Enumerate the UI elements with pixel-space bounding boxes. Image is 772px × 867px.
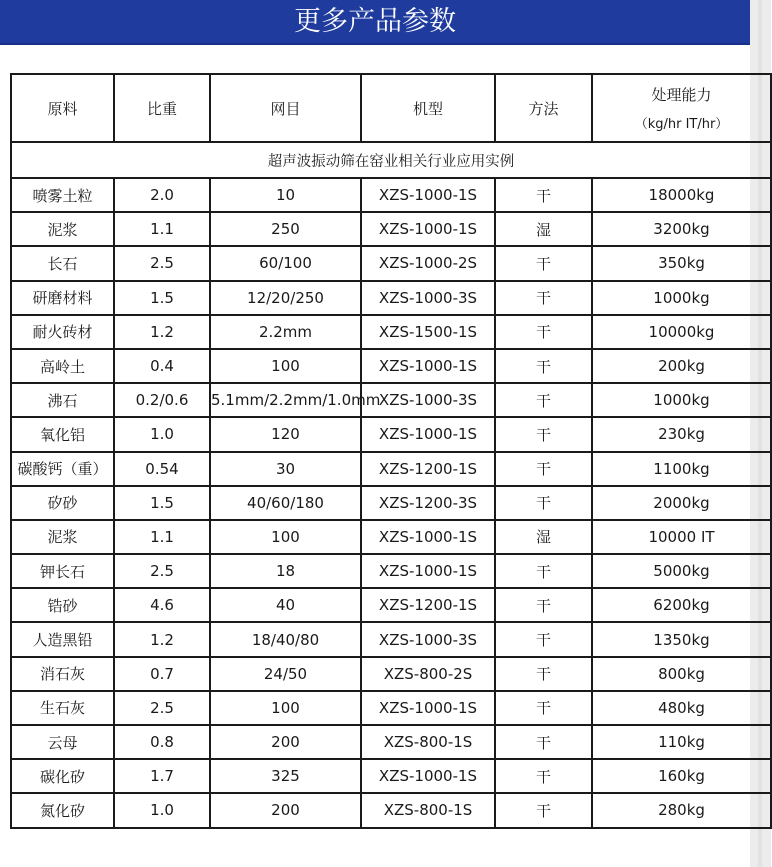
cell-model: XZS-1000-1S bbox=[361, 691, 495, 725]
table-header-row bbox=[11, 74, 771, 142]
cell-model: XZS-1000-3S bbox=[361, 622, 495, 656]
cell-material: 锆砂 bbox=[11, 588, 114, 622]
cell-material: 碳化矽 bbox=[11, 759, 114, 793]
cell-model: XZS-800-1S bbox=[361, 793, 495, 827]
cell-mesh: 30 bbox=[210, 452, 361, 486]
cell-mesh: 18 bbox=[210, 554, 361, 588]
header-method: 方法 bbox=[495, 74, 592, 142]
table-row bbox=[11, 246, 771, 280]
table-row bbox=[11, 349, 771, 383]
cell-material: 生石灰 bbox=[11, 691, 114, 725]
cell-material: 矽砂 bbox=[11, 486, 114, 520]
cell-method: 湿 bbox=[495, 520, 592, 554]
cell-model: XZS-1000-1S bbox=[361, 759, 495, 793]
cell-method: 干 bbox=[495, 452, 592, 486]
cell-material: 喷雾土粒 bbox=[11, 178, 114, 212]
cell-capacity: 480kg bbox=[592, 691, 771, 725]
table-row bbox=[11, 657, 771, 691]
cell-material: 钾长石 bbox=[11, 554, 114, 588]
cell-density: 0.7 bbox=[114, 657, 210, 691]
section-banner bbox=[0, 0, 750, 45]
cell-method: 干 bbox=[495, 554, 592, 588]
cell-capacity: 110kg bbox=[592, 725, 771, 759]
header-capacity-unit: （kg/hr IT/hr） bbox=[634, 117, 729, 132]
cell-density: 2.5 bbox=[114, 691, 210, 725]
cell-mesh: 100 bbox=[210, 691, 361, 725]
cell-model: XZS-800-2S bbox=[361, 657, 495, 691]
cell-method: 干 bbox=[495, 178, 592, 212]
cell-density: 1.2 bbox=[114, 315, 210, 349]
cell-material: 研磨材料 bbox=[11, 281, 114, 315]
cell-model: XZS-1000-1S bbox=[361, 554, 495, 588]
table-row bbox=[11, 793, 771, 827]
cell-material: 沸石 bbox=[11, 383, 114, 417]
cell-density: 2.5 bbox=[114, 554, 210, 588]
table-row bbox=[11, 725, 771, 759]
header-density: 比重 bbox=[114, 74, 210, 142]
cell-capacity: 10000 IT bbox=[592, 520, 771, 554]
header-capacity-label: 处理能力 bbox=[651, 86, 712, 104]
cell-capacity: 350kg bbox=[592, 246, 771, 280]
table-row bbox=[11, 417, 771, 451]
cell-capacity: 2000kg bbox=[592, 486, 771, 520]
cell-mesh: 325 bbox=[210, 759, 361, 793]
cell-material: 长石 bbox=[11, 246, 114, 280]
cell-mesh: 200 bbox=[210, 793, 361, 827]
table-row bbox=[11, 622, 771, 656]
cell-mesh: 100 bbox=[210, 520, 361, 554]
cell-mesh: 40 bbox=[210, 588, 361, 622]
cell-model: XZS-800-1S bbox=[361, 725, 495, 759]
cell-mesh: 2.2mm bbox=[210, 315, 361, 349]
cell-capacity: 230kg bbox=[592, 417, 771, 451]
cell-capacity: 6200kg bbox=[592, 588, 771, 622]
cell-capacity: 1000kg bbox=[592, 281, 771, 315]
cell-method: 干 bbox=[495, 622, 592, 656]
cell-density: 1.0 bbox=[114, 793, 210, 827]
table-row bbox=[11, 315, 771, 349]
cell-method: 干 bbox=[495, 486, 592, 520]
cell-density: 1.5 bbox=[114, 281, 210, 315]
cell-model: XZS-1500-1S bbox=[361, 315, 495, 349]
cell-density: 0.4 bbox=[114, 349, 210, 383]
cell-material: 氮化矽 bbox=[11, 793, 114, 827]
cell-model: XZS-1000-1S bbox=[361, 417, 495, 451]
cell-density: 2.5 bbox=[114, 246, 210, 280]
cell-capacity: 5000kg bbox=[592, 554, 771, 588]
table-row bbox=[11, 486, 771, 520]
cell-capacity: 200kg bbox=[592, 349, 771, 383]
table-row bbox=[11, 554, 771, 588]
cell-method: 干 bbox=[495, 315, 592, 349]
cell-mesh: 200 bbox=[210, 725, 361, 759]
table-row bbox=[11, 281, 771, 315]
header-mesh: 网目 bbox=[210, 74, 361, 142]
cell-density: 0.8 bbox=[114, 725, 210, 759]
cell-material: 耐火砖材 bbox=[11, 315, 114, 349]
cell-density: 0.54 bbox=[114, 452, 210, 486]
header-model: 机型 bbox=[361, 74, 495, 142]
cell-method: 干 bbox=[495, 588, 592, 622]
cell-capacity: 10000kg bbox=[592, 315, 771, 349]
cell-capacity: 1000kg bbox=[592, 383, 771, 417]
cell-method: 干 bbox=[495, 383, 592, 417]
cell-mesh: 18/40/80 bbox=[210, 622, 361, 656]
cell-model: XZS-1000-1S bbox=[361, 212, 495, 246]
cell-mesh: 24/50 bbox=[210, 657, 361, 691]
cell-mesh: 12/20/250 bbox=[210, 281, 361, 315]
cell-capacity: 160kg bbox=[592, 759, 771, 793]
cell-material: 云母 bbox=[11, 725, 114, 759]
cell-material: 消石灰 bbox=[11, 657, 114, 691]
cell-method: 干 bbox=[495, 793, 592, 827]
cell-density: 0.2/0.6 bbox=[114, 383, 210, 417]
cell-capacity: 800kg bbox=[592, 657, 771, 691]
table-caption: 超声波振动筛在窑业相关行业应用实例 bbox=[11, 142, 771, 178]
spec-sheet bbox=[0, 60, 750, 867]
cell-density: 4.6 bbox=[114, 588, 210, 622]
table-row bbox=[11, 691, 771, 725]
cell-model: XZS-1200-1S bbox=[361, 588, 495, 622]
cell-capacity: 1100kg bbox=[592, 452, 771, 486]
cell-density: 1.1 bbox=[114, 520, 210, 554]
header-capacity bbox=[592, 74, 771, 142]
cell-mesh: 5.1mm/2.2mm/1.0mm bbox=[210, 383, 361, 417]
cell-method: 干 bbox=[495, 657, 592, 691]
cell-model: XZS-1000-3S bbox=[361, 281, 495, 315]
product-parameters-table bbox=[10, 73, 772, 829]
cell-model: XZS-1000-1S bbox=[361, 520, 495, 554]
table-row bbox=[11, 452, 771, 486]
cell-density: 1.2 bbox=[114, 622, 210, 656]
cell-mesh: 100 bbox=[210, 349, 361, 383]
cell-capacity: 3200kg bbox=[592, 212, 771, 246]
cell-model: XZS-1200-1S bbox=[361, 452, 495, 486]
banner-title: 更多产品参数 bbox=[294, 6, 456, 37]
cell-capacity: 280kg bbox=[592, 793, 771, 827]
table-row bbox=[11, 588, 771, 622]
cell-model: XZS-1000-3S bbox=[361, 383, 495, 417]
cell-mesh: 60/100 bbox=[210, 246, 361, 280]
cell-density: 1.1 bbox=[114, 212, 210, 246]
table-row bbox=[11, 759, 771, 793]
cell-mesh: 40/60/180 bbox=[210, 486, 361, 520]
cell-method: 干 bbox=[495, 349, 592, 383]
table-row bbox=[11, 178, 771, 212]
cell-method: 干 bbox=[495, 759, 592, 793]
cell-density: 1.5 bbox=[114, 486, 210, 520]
cell-method: 干 bbox=[495, 246, 592, 280]
cell-material: 高岭土 bbox=[11, 349, 114, 383]
cell-density: 2.0 bbox=[114, 178, 210, 212]
cell-capacity: 1350kg bbox=[592, 622, 771, 656]
cell-density: 1.0 bbox=[114, 417, 210, 451]
table-row bbox=[11, 383, 771, 417]
cell-model: XZS-1000-1S bbox=[361, 349, 495, 383]
cell-method: 干 bbox=[495, 281, 592, 315]
cell-density: 1.7 bbox=[114, 759, 210, 793]
cell-method: 干 bbox=[495, 691, 592, 725]
cell-material: 泥浆 bbox=[11, 212, 114, 246]
table-row bbox=[11, 212, 771, 246]
header-material: 原料 bbox=[11, 74, 114, 142]
cell-mesh: 10 bbox=[210, 178, 361, 212]
cell-material: 泥浆 bbox=[11, 520, 114, 554]
cell-material: 人造黑铅 bbox=[11, 622, 114, 656]
table-row bbox=[11, 520, 771, 554]
cell-model: XZS-1000-1S bbox=[361, 178, 495, 212]
table-caption-row bbox=[11, 142, 771, 178]
cell-material: 碳酸钙（重） bbox=[11, 452, 114, 486]
cell-method: 干 bbox=[495, 725, 592, 759]
cell-material: 氧化铝 bbox=[11, 417, 114, 451]
cell-method: 干 bbox=[495, 417, 592, 451]
cell-model: XZS-1200-3S bbox=[361, 486, 495, 520]
cell-model: XZS-1000-2S bbox=[361, 246, 495, 280]
cell-mesh: 250 bbox=[210, 212, 361, 246]
cell-method: 湿 bbox=[495, 212, 592, 246]
cell-mesh: 120 bbox=[210, 417, 361, 451]
cell-capacity: 18000kg bbox=[592, 178, 771, 212]
